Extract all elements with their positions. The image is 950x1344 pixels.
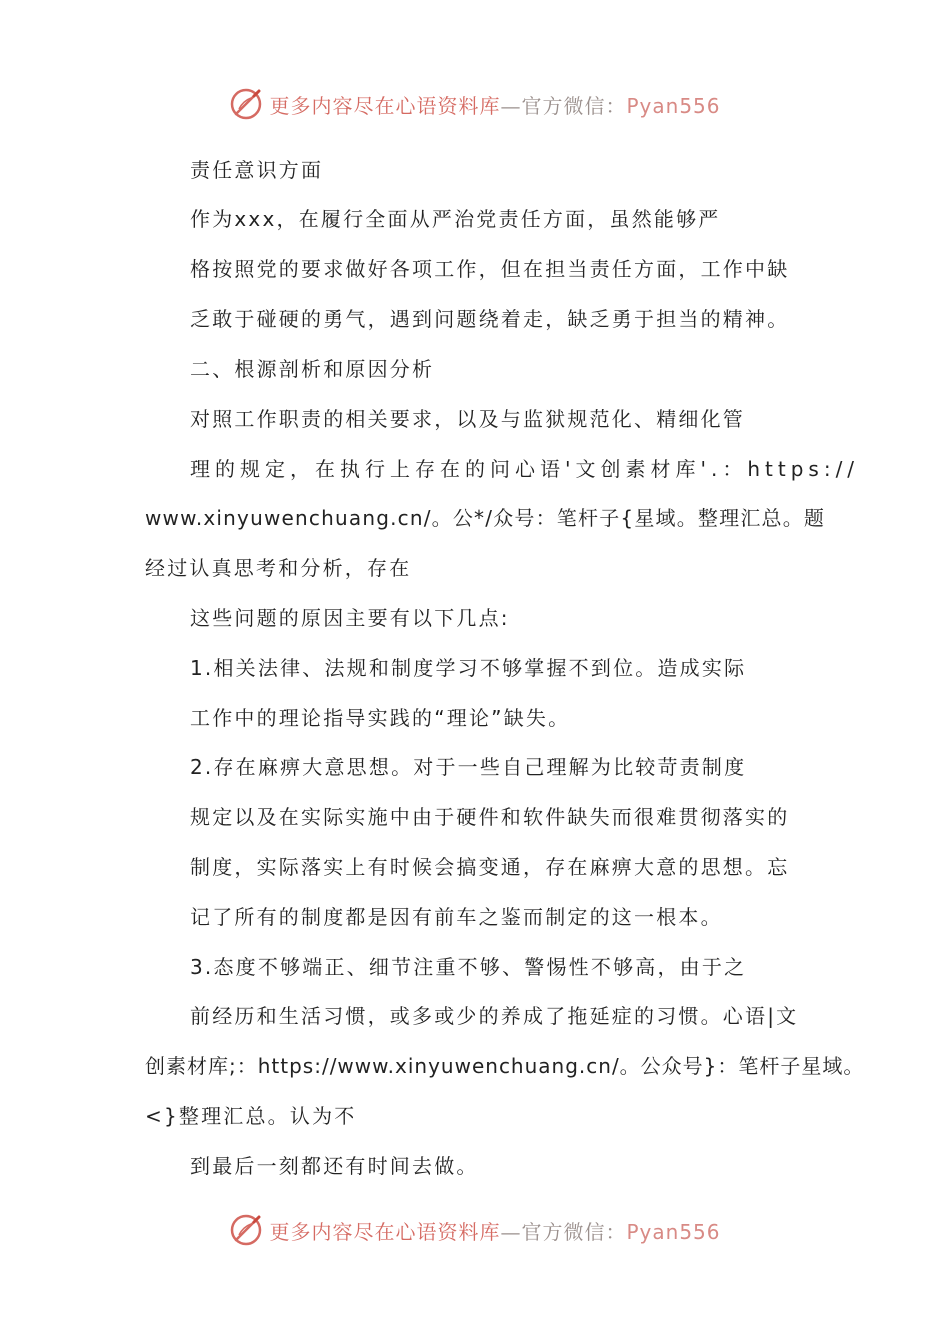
paragraph-line: 理的规定，在执行上存在的问心语'文创素材库'.：https:// [190, 457, 860, 481]
banner-wechat-id: Pyan556 [626, 93, 721, 118]
paragraph-line: www.xinyuwenchuang.cn/。公*/众号：笔杆子{星域。整理汇总。题 [145, 506, 826, 530]
banner-text [269, 1216, 720, 1245]
paragraph-line: 乏敢于碰硬的勇气，遇到问题绕着走，缺乏勇于担当的精神。 [190, 307, 790, 331]
paragraph-line: 工作中的理论指导实践的“理论”缺失。 [190, 706, 571, 730]
quill-logo-icon [229, 1213, 263, 1247]
paragraph-line: 前经历和生活习惯，或多或少的养成了拖延症的习惯。心语|文 [190, 1004, 799, 1028]
header-banner [0, 84, 950, 124]
section-heading: 责任意识方面 [190, 158, 324, 182]
paragraph-line: 格按照党的要求做好各项工作，但在担当责任方面，工作中缺 [190, 257, 790, 281]
paragraph-line: 经过认真思考和分析，存在 [145, 556, 412, 580]
banner-site-name: 更多内容尽在心语资料库 [269, 1219, 501, 1244]
banner-wechat-label: —官方微信： [500, 1219, 627, 1244]
footer-banner [0, 1210, 950, 1250]
quill-logo-icon [229, 87, 263, 121]
paragraph-line: 制度，实际落实上有时候会搞变通，存在麻痹大意的思想。忘 [190, 855, 790, 879]
paragraph-line: 规定以及在实际实施中由于硬件和软件缺失而很难贯彻落实的 [190, 805, 790, 829]
banner-wechat-label: —官方微信： [500, 93, 627, 118]
banner-text [269, 90, 720, 119]
paragraph-line: 创素材库;：https://www.xinyuwenchuang.cn/。公众号}：笔杆子星域。 [145, 1054, 865, 1078]
list-item: 2.存在麻痹大意思想。对于一些自己理解为比较苛责制度 [190, 755, 747, 779]
paragraph-line: 作为xxx，在履行全面从严治党责任方面，虽然能够严 [190, 207, 721, 231]
paragraph-line: 对照工作职责的相关要求，以及与监狱规范化、精细化管 [190, 407, 745, 431]
section-heading: 二、根源剖析和原因分析 [190, 357, 435, 381]
paragraph-line: <}整理汇总。认为不 [145, 1104, 357, 1128]
list-item: 3.态度不够端正、细节注重不够、警惕性不够高，由于之 [190, 955, 747, 979]
paragraph-line: 到最后一刻都还有时间去做。 [190, 1154, 479, 1178]
paragraph-line: 记了所有的制度都是因有前车之鉴而制定的这一根本。 [190, 905, 723, 929]
list-item: 1.相关法律、法规和制度学习不够掌握不到位。造成实际 [190, 656, 747, 680]
banner-site-name: 更多内容尽在心语资料库 [269, 93, 501, 118]
paragraph-line: 这些问题的原因主要有以下几点: [190, 606, 510, 630]
banner-wechat-id: Pyan556 [626, 1219, 721, 1244]
